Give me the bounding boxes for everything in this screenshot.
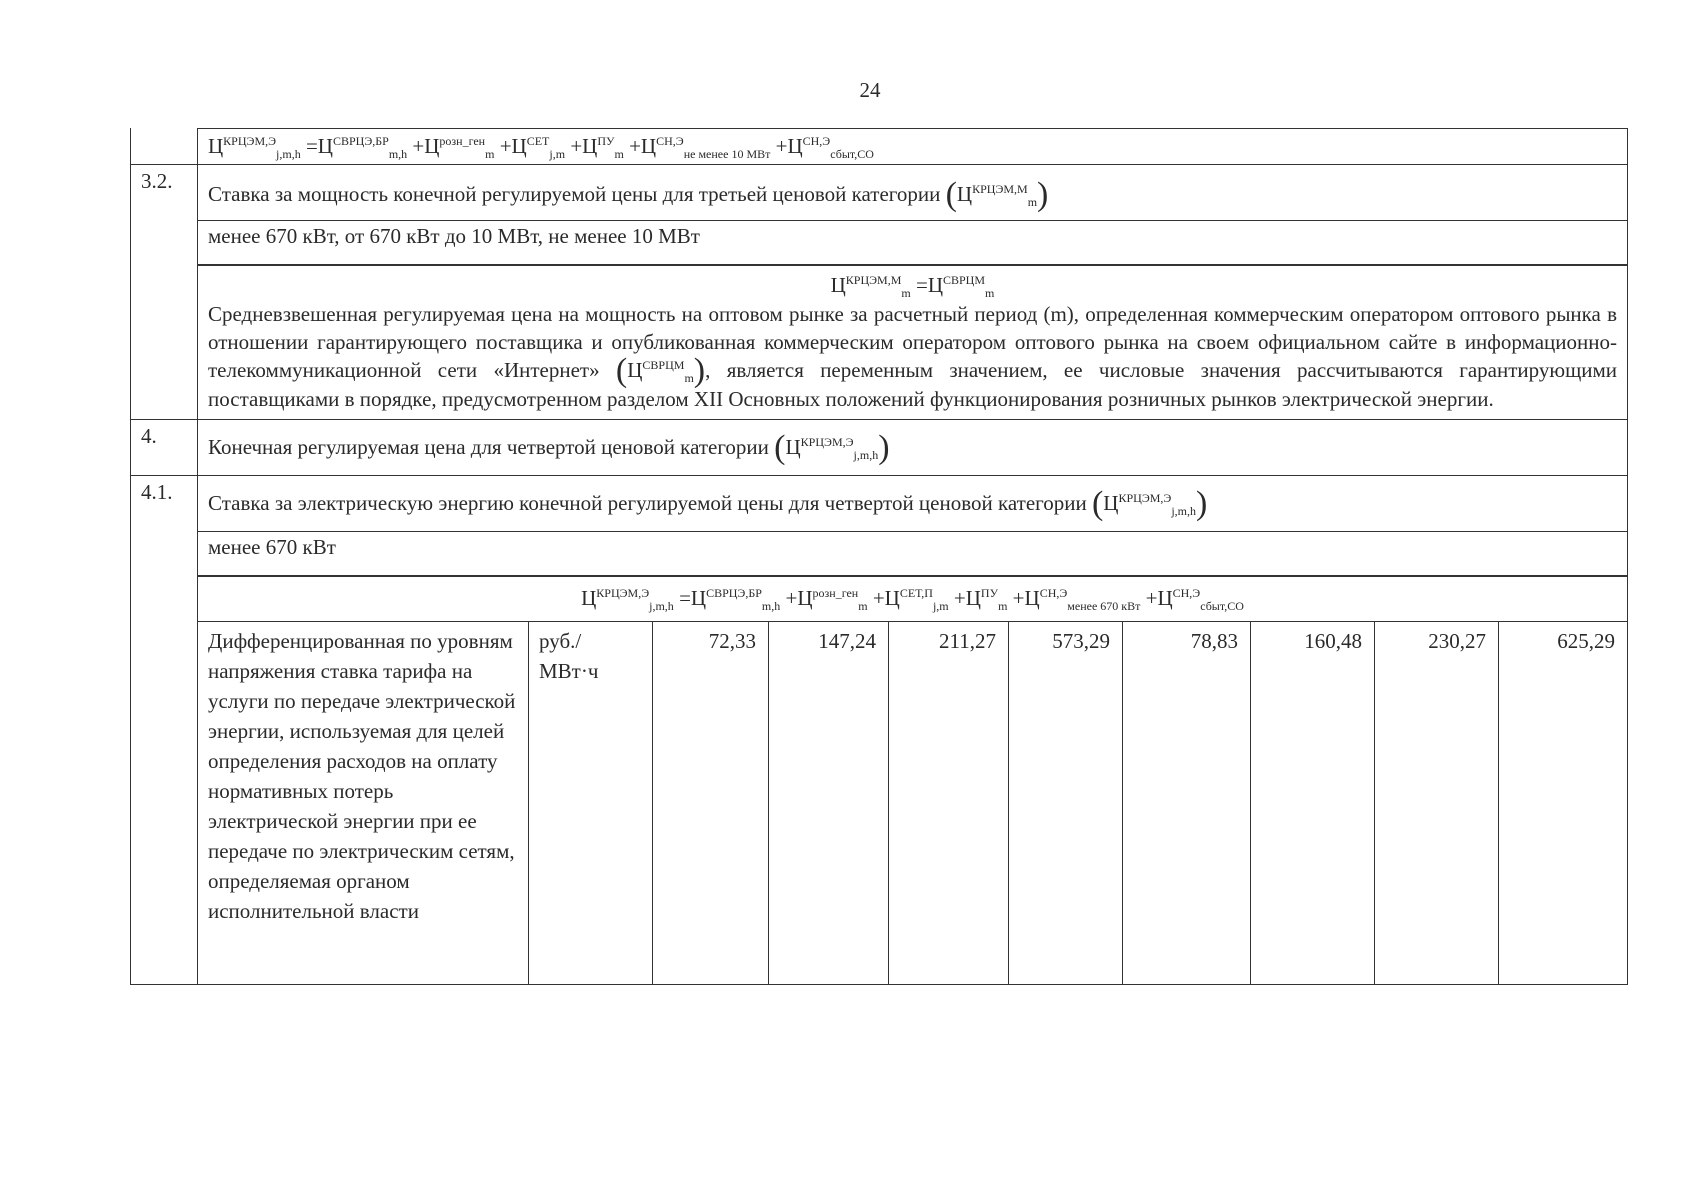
section-title: Ставка за электрическую энергию конечной регулируемой цены для четвертой ценовой категории $(Ц^{КРЦЭМ,Э}_{j,m,h})$ xyxy=(198,475,1627,531)
section-3-2 xyxy=(130,164,1628,419)
value-cell: 625,29 xyxy=(1498,622,1627,984)
capacity-range: менее 670 кВт xyxy=(198,531,1627,575)
row-number: 4.1. xyxy=(131,475,198,984)
page-number: 24 xyxy=(859,78,881,102)
section-4 xyxy=(130,419,1628,475)
capacity-ranges: менее 670 кВт, от 670 кВт до 10 МВт, не менее 10 МВт xyxy=(198,220,1627,264)
value-cell: 72,33 xyxy=(652,622,768,984)
row-number: 3.2. xyxy=(131,164,198,419)
description-paragraph: Средневзвешенная регулируемая цена на мощность на оптовом рынке за расчетный период (m), определенная коммерческим оператором оптового рынка в отношении гарантирующего поставщика и опубликованная коммерческим оператором оптового рынка на своем официальном сайте в информационно-телекоммуникационной сети «Интернет» $(Ц^{СВРЦМ}_m)$, является переменным значением, ее числовые значения рассчитываются гарантирующими поставщиками в порядке, предусмотренном разделом XII Основных положений функционирования розничных рынков электрической энергии. xyxy=(208,302,1617,411)
rate-description: Дифференцированная по уровням напряжения ставка тарифа на услуги по передаче электрической энергии, используемая для целей определения расходов на оплату нормативных потерь электрической энергии при ее передаче по электрическим сетям, определяемая органом исполнительной власти xyxy=(208,629,516,923)
value-cell: 211,27 xyxy=(888,622,1008,984)
section-4-1 xyxy=(130,475,1628,985)
row-number: 4. xyxy=(131,419,198,475)
row-number-empty xyxy=(131,128,198,164)
formula-3-2: $Ц^{КРЦЭМ,М}_m =Ц^{СВРЦМ}_m$ xyxy=(198,264,1627,300)
value-cell: 160,48 xyxy=(1250,622,1374,984)
value-cell: 78,83 xyxy=(1122,622,1250,984)
value-cell: 147,24 xyxy=(768,622,888,984)
tariff-values-row xyxy=(198,621,1627,984)
tariff-table xyxy=(130,128,1628,985)
value-cell: 573,29 xyxy=(1008,622,1122,984)
value-cell: 230,27 xyxy=(1374,622,1498,984)
section-title: Ставка за мощность конечной регулируемой цены для третьей ценовой категории $(Ц^{КРЦЭМ,М}_m)$ xyxy=(198,164,1627,220)
formula-4-1: $Ц^{КРЦЭМ,Э}_{j,m,h} =Ц^{СВРЦЭ,БР}_{m,h} +Ц^{розн\_ген}_m +Ц^{СЕТ,П}_{j,m} +Ц^{ПУ}_m +Ц^{СН,Э}_{менее 670 кВт} +Ц^{СН,Э}_{сбыт,СО}$ xyxy=(198,575,1627,621)
formula-3-1: $Ц^{КРЦЭМ,Э}_{j,m,h} =Ц^{СВРЦЭ,БР}_{m,h} +Ц^{розн\_ген}_m +Ц^{СЕТ}_{j,m} +Ц^{ПУ}_m +Ц^{СН,Э}_{не менее 10 МВт} +Ц^{СН,Э}_{сбыт,СО}$ xyxy=(198,128,1627,164)
section-title: Конечная регулируемая цена для четвертой ценовой категории $(Ц^{КРЦЭМ,Э}_{j,m,h})$ xyxy=(198,419,1627,475)
formula-row-3-1 xyxy=(130,128,1628,164)
unit-cell: руб./ МВт·ч xyxy=(528,622,652,984)
